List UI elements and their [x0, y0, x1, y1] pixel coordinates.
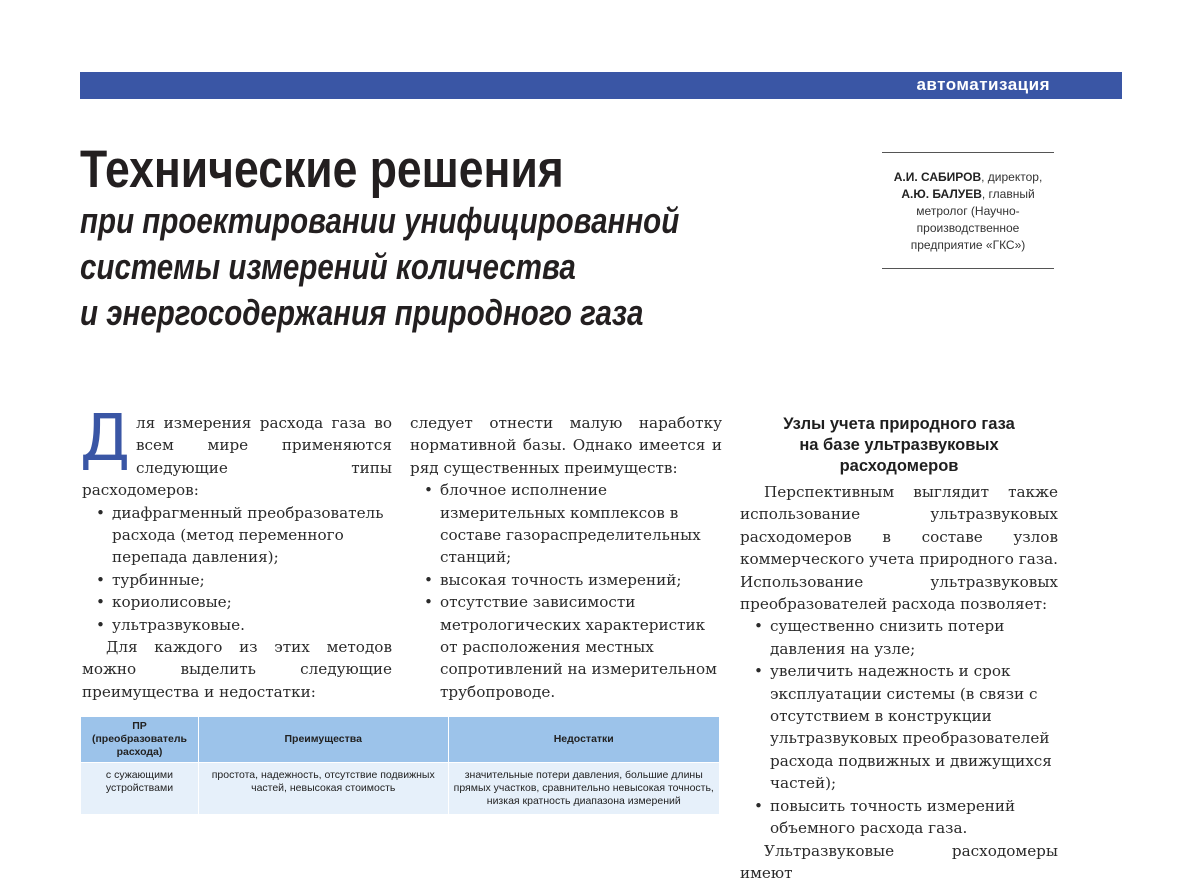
list-item: • повысить точность измерений объемного расхода газа.	[770, 795, 1058, 840]
article-subtitle	[80, 198, 679, 336]
subtitle-line: и энергосодержания природного газа	[80, 290, 679, 336]
list-item: • диафрагменный преобразователь расхода (метод переменного перепада давления);	[112, 502, 392, 569]
table-header: ПР (преобразователь расхода)	[81, 717, 199, 763]
table-row	[81, 763, 720, 815]
bullet-list	[82, 502, 392, 636]
author-role: , директор,	[981, 170, 1042, 184]
list-item: • кориолисовые;	[112, 591, 392, 613]
paragraph: Перспективным выглядит также использование ультразвуковых расходомеров в составе узлов коммерческого учета природного газа. Использование ультразвуковых преобразователей расхода позволяет:	[740, 481, 1058, 615]
list-item: • ультразвуковые.	[112, 614, 392, 636]
subtitle-line: системы измерений количества	[80, 244, 679, 290]
section-header-bar	[80, 72, 1122, 99]
table-header: Недостатки	[448, 717, 720, 763]
text-column-2	[410, 412, 722, 703]
table-cell: значительные потери давления, большие длины прямых участков, сравнительно невысокая точность, низкая кратность диапазона измерений	[448, 763, 720, 815]
list-item: • отсутствие зависимости метрологических характеристик от расположения местных сопротивлений на измерительном трубопроводе.	[440, 591, 722, 703]
table-header: Преимущества	[198, 717, 448, 763]
paragraph: Ультразвуковые расходомеры имеют	[740, 840, 1058, 884]
section-label: автоматизация	[916, 75, 1050, 95]
heading-line: на базе ультразвуковых расходомеров	[799, 436, 998, 475]
list-item: • существенно снизить потери давления на узле;	[770, 615, 1058, 660]
authors-block	[882, 152, 1054, 269]
table-cell: простота, надежность, отсутствие подвижных частей, невысокая стоимость	[198, 763, 448, 815]
section-heading	[740, 414, 1058, 477]
comparison-table	[80, 716, 720, 815]
paragraph: Для каждого из этих методов можно выделить следующие преимущества и недостатки:	[82, 636, 392, 703]
intro-text: ля измерения расхода газа во всем мире применяются следующие типы расходомеров:	[82, 414, 392, 499]
table-header-row	[81, 717, 720, 763]
intro-paragraph	[82, 412, 392, 502]
subtitle-line: при проектировании унифицированной	[80, 198, 679, 244]
author-name: А.И. САБИРОВ	[894, 170, 981, 184]
text-column-3	[740, 414, 1058, 884]
heading-line: Узлы учета природного газа	[783, 415, 1015, 433]
text-column-1	[82, 412, 392, 703]
drop-cap: Д	[80, 414, 130, 464]
list-item: • турбинные;	[112, 569, 392, 591]
bullet-list	[740, 615, 1058, 839]
list-item: • блочное исполнение измерительных комплексов в составе газораспределительных станций;	[440, 479, 722, 569]
author-role: , главный метролог (Научно-производственное предприятие «ГКС»)	[911, 187, 1035, 252]
author-name: А.Ю. БАЛУЕВ	[901, 187, 982, 201]
bullet-list	[410, 479, 722, 703]
paragraph: следует отнести малую наработку нормативной базы. Однако имеется и ряд существенных преимуществ:	[410, 412, 722, 479]
table-cell: с сужающими устройствами	[81, 763, 199, 815]
article-title: Технические решения	[80, 140, 564, 200]
list-item: • высокая точность измерений;	[440, 569, 722, 591]
list-item: • увеличить надежность и срок эксплуатации системы (в связи с отсутствием в конструкции ультразвуковых преобразователей расхода подвижных и движущихся частей);	[770, 660, 1058, 794]
